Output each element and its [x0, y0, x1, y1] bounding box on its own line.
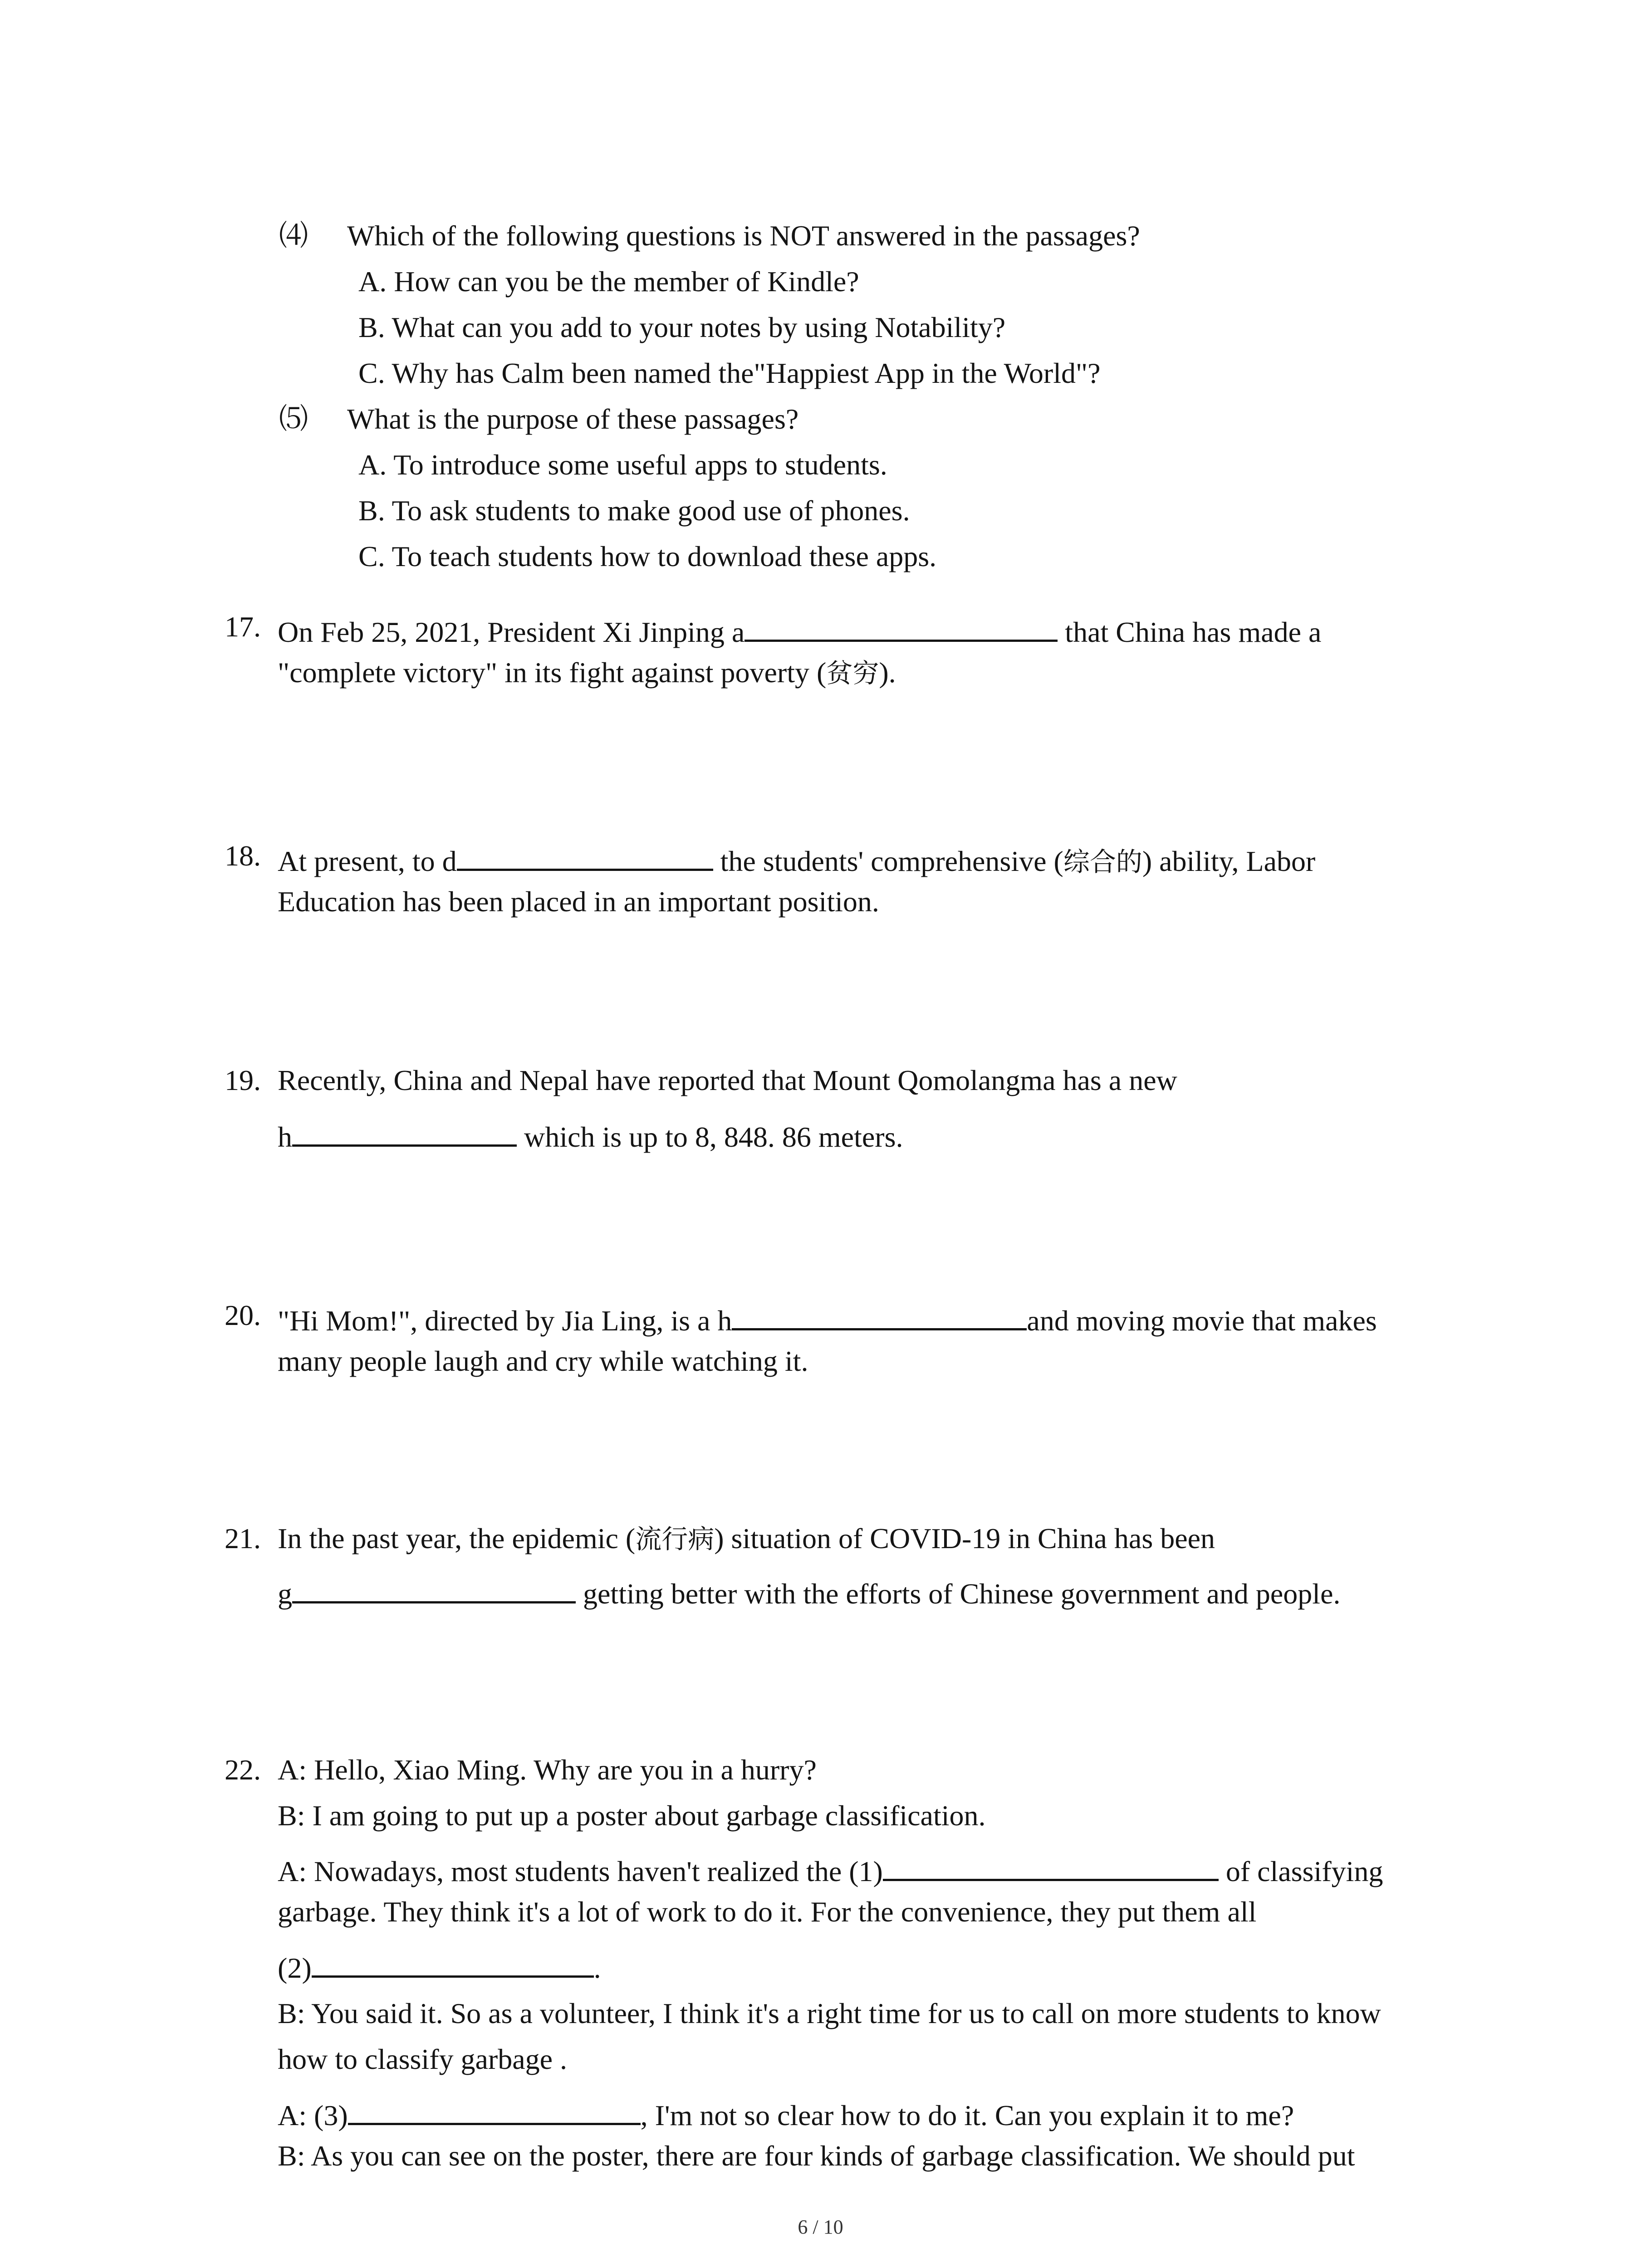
question-number: 22.	[225, 1754, 261, 1786]
option-c: C. Why has Calm been named the"Happiest App in the World"?	[358, 357, 1101, 389]
question-text: which is up to 8, 848. 86 meters.	[517, 1121, 903, 1153]
question-line	[278, 612, 1321, 647]
dialogue-line: garbage. They think it's a lot of work to do it. For the convenience, they put them all	[278, 1896, 1257, 1928]
question-text: Recently, China and Nepal have reported that Mount Qomolangma has a new	[278, 1064, 1177, 1096]
dialogue-text: of classifying	[1218, 1855, 1383, 1887]
answer-blank[interactable]	[292, 1117, 517, 1147]
chinese-gloss: 综合的	[1063, 846, 1142, 877]
question-text: many people laugh and cry while watching it.	[278, 1345, 808, 1377]
dialogue-line: how to classify garbage .	[278, 2043, 568, 2075]
option-a: A. How can you be the member of Kindle?	[358, 265, 859, 298]
question-text: ) ability, Labor	[1142, 845, 1316, 877]
question-text: the students' comprehensive (	[713, 845, 1063, 877]
answer-blank-1[interactable]	[883, 1852, 1219, 1881]
question-text: At present, to d	[278, 845, 457, 877]
option-b: B. What can you add to your notes by using Notability?	[358, 311, 1006, 343]
answer-blank[interactable]	[732, 1301, 1027, 1330]
option-a: A. To introduce some useful apps to students.	[358, 449, 887, 481]
question-line	[278, 1117, 903, 1152]
dialogue-text: .	[593, 1952, 601, 1984]
dialogue-line: B: I am going to put up a poster about garbage classification.	[278, 1799, 986, 1832]
question-number: 19.	[225, 1064, 261, 1096]
question-number: 20.	[225, 1299, 261, 1331]
question-text: ).	[879, 656, 896, 689]
question-text: Education has been placed in an important position.	[278, 885, 879, 918]
dialogue-line: B: As you can see on the poster, there are four kinds of garbage classification. We should put	[278, 2140, 1355, 2172]
question-text: and moving movie that makes	[1027, 1305, 1377, 1337]
dialogue-line	[278, 2096, 1294, 2130]
chinese-gloss: 贫穷	[826, 658, 879, 689]
question-text: "complete victory" in its fight against poverty (	[278, 656, 827, 689]
question-text: g	[278, 1578, 292, 1610]
option-b: B. To ask students to make good use of phones.	[358, 494, 910, 527]
question-text: On Feb 25, 2021, President Xi Jinping a	[278, 616, 745, 648]
question-line	[278, 1301, 1377, 1335]
answer-blank[interactable]	[745, 612, 1058, 642]
question-number: 17.	[225, 611, 261, 643]
sub-question-text: What is the purpose of these passages?	[347, 403, 799, 435]
question-line	[278, 658, 896, 687]
answer-blank[interactable]	[292, 1574, 576, 1603]
question-number: 18.	[225, 840, 261, 872]
dialogue-line	[278, 1948, 601, 1983]
question-number: 21.	[225, 1522, 261, 1554]
dialogue-text: A: (3)	[278, 2099, 348, 2131]
answer-blank-2[interactable]	[312, 1948, 594, 1978]
question-text: ) situation of COVID-19 in China has been	[714, 1522, 1215, 1554]
question-line	[278, 1574, 1340, 1608]
page-number: 6 / 10	[798, 2216, 843, 2238]
sub-question-number: ⑸	[279, 403, 308, 435]
question-text: that China has made a	[1058, 616, 1322, 648]
question-text: h	[278, 1121, 292, 1153]
question-text: In the past year, the epidemic (	[278, 1522, 636, 1554]
question-text: "Hi Mom!", directed by Jia Ling, is a h	[278, 1305, 732, 1337]
answer-blank-3[interactable]	[348, 2096, 641, 2125]
question-text: getting better with the efforts of Chinese government and people.	[576, 1578, 1341, 1610]
dialogue-line: B: You said it. So as a volunteer, I think it's a right time for us to call on more students to know	[278, 1997, 1381, 2029]
question-line	[278, 841, 1315, 876]
dialogue-text: A: Nowadays, most students haven't realized the (1)	[278, 1855, 883, 1887]
answer-blank[interactable]	[457, 841, 713, 871]
dialogue-line: A: Hello, Xiao Ming. Why are you in a hurry?	[278, 1754, 817, 1786]
chinese-gloss: 流行病	[635, 1524, 715, 1554]
sub-question-number: ⑷	[279, 220, 308, 252]
question-line	[278, 1524, 1215, 1553]
dialogue-line	[278, 1852, 1383, 1886]
sub-question-text: Which of the following questions is NOT answered in the passages?	[347, 220, 1140, 252]
option-c: C. To teach students how to download these apps.	[358, 540, 937, 572]
dialogue-text: (2)	[278, 1952, 312, 1984]
dialogue-text: , I'm not so clear how to do it. Can you explain it to me?	[640, 2099, 1294, 2131]
